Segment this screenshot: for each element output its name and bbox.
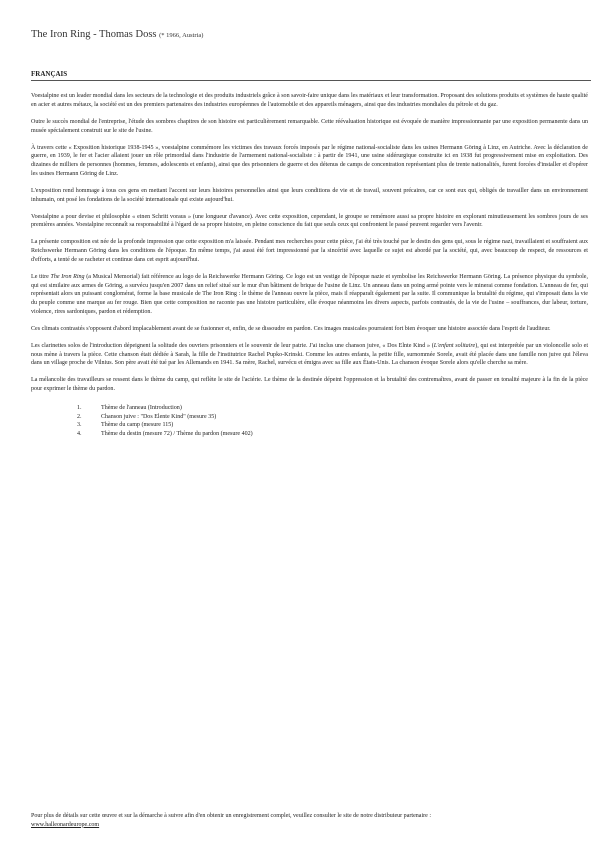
list-item: 3. Thème du camp (mesure 115)	[83, 421, 588, 430]
paragraph-title-italic: The Iron Ring	[50, 273, 85, 280]
footer-text: Pour plus de détails sur cette œuvre et sur la démarche à suivre afin d'en obtenir un enregistrement complet, veuillez consulter le site de notre distributeur partenaire :	[31, 813, 432, 819]
paragraph-clarinets-italic: L'enfant solitaire	[433, 342, 476, 349]
document-title	[31, 29, 203, 40]
paragraph-1: Voestalpine est un leader mondial dans les secteurs de la technologie et des produits industriels grâce à son savoir-faire unique dans les matériaux et leur transformation. Proposant des solutions produits et systèmes de haute qualité en acier et autres métaux, la société est un des premiers partenaires des industries européennes de l'automobile et des appareils ménagers, ainsi que des industries mondiales du pétrole et du gaz.	[31, 93, 588, 108]
paragraph-clarinets	[31, 342, 588, 368]
paragraph-melancholy: La mélancolie des travailleurs se ressent dans le thème du camp, qui reflète le site de l'aciérie. Le thème de la destinée dépeint l'oppression et la brutalité des contremaîtres, avant de passer en tonalité majeure à la fin de la pièce pour exprimer le thème du pardon.	[31, 377, 588, 393]
paragraph-title	[31, 273, 588, 317]
list-item: 4. Thème du destin (mesure 72) / Thème du pardon (mesure 402)	[83, 430, 588, 439]
list-item: 2. Chanson juive : "Dos Elente Kind" (mesure 35)	[83, 413, 588, 422]
section-heading: FRANÇAIS	[31, 70, 68, 78]
title-text: The Iron Ring - Thomas Doss	[31, 29, 157, 40]
paragraph-clarinets-before: Les clarinettes solos de l'introduction dépeignent la solitude des ouvriers prisonniers et le souvenir de leur patrie. J'ai inclus une chanson juive, « Dos Elnte Kind » (	[31, 342, 434, 349]
paragraph-5: Voestalpine a pour devise et philosophie « einen Schritt voraus » (une longueur d'avance). Avec cette exposition, cependant, le groupe se remémore aussi sa propre histoire en explorant minutieusement les sombres jours de ses premières années. Voestalpine reconnaît sa responsabilité à l'égard de sa propre histoire, en pleine conscience du fait que seuls ceux qui confrontent le passé peuvent regarder vers l'avenir.	[31, 213, 588, 229]
paragraph-title-before: Le titre	[31, 273, 51, 280]
title-subtitle: (* 1966, Austria)	[159, 32, 204, 39]
paragraph-clarinets-after: ), qui est interprétée par un violoncelle solo et nous mène à travers la pièce. Cette chanson était dédiée à Sarah, la fille de l'institutrice Rachel Pupko-Krinski. Comme les autres enfants, la petite fille, surnommée Sorele, avait été placée dans une famille non juive qui l'éleva dans un village proche de Vilnius. Son père avait été tué par les Allemands en 1941. Sa mère, Rachel, survécu et émigra avec sa fille aux États-Unis. La chanson évoque Sorele alors qu'elle cherche sa mère.	[31, 342, 588, 367]
section-divider	[31, 80, 591, 81]
document-body	[31, 92, 588, 439]
paragraph-6: La présente composition est née de la profonde impression que cette exposition m'a laissée. Pendant mes recherches pour cette pièce, j'ai été très touché par le destin des gens qui, sous le régime nazi, travaillaient et souffraient aux Reichswerke Hermann Göring dans les conditions de l'époque. En même temps, j'ai aussi été fort impressionné par la sincérité avec laquelle ce sujet est abordé par la société, qui, avec beaucoup de respect, de ressources et d'efforts, a tenté de se racheter et continue dans cet esprit aujourd'hui.	[31, 239, 588, 263]
paragraph-3: À travers cette « Exposition historique 1938-1945 », voestalpine commémore les victimes des travaux forcés imposés par le régime national-socialiste dans les usines Hermann Göring à Linz, en Autriche. Avec la déclaration de guerre, en 1939, le fer et l'acier allaient jouer un rôle primordial dans l'industrie de l'armement national-socialiste : à partir de 1941, une usine sidérurgique construite ici en 1938 fut progressivement mise en exploitation. Des dizaines de milliers de personnes (hommes, femmes, adolescents et enfants), ainsi que des prisonniers de guerre et des détenus de camps de concentration représentant plus de trente nationalités, furent forcées d'installer et d'opérer les usines Hermann Göring de Linz.	[31, 144, 588, 177]
document-page	[31, 0, 588, 864]
paragraph-climates: Ces climats contrastés s'opposent d'abord implacablement avant de se fusionner et, enfin, de se dissoudre en pardon. Ces images musicales pourraient fort bien évoquer une histoire associée dans l'esprit de l'auditeur.	[31, 325, 551, 332]
list-item: 1. Thème de l'anneau (Introduction)	[83, 404, 588, 413]
distributor-link[interactable]: www.halleonardeurope.com	[31, 821, 100, 828]
footer	[31, 812, 588, 829]
paragraph-2: Outre le succès mondial de l'entreprise, l'étude des sombres chapitres de son histoire est particulièrement remarquable. Cette réévaluation historique est évoquée de manière impressionnante par une exposition permanente dans un musée spécialement construit sur le site de l'usine.	[31, 118, 588, 134]
paragraph-title-after: (a Musical Memorial) fait référence au logo de la Reichswerke Hermann Göring. Ce logo est un vestige de l'époque nazie et symbolise les Reichswerke Hermann Göring. La présence physique du symbole, qui est similaire aux armes de Göring, a survécu jusqu'en 2007 dans un relief situé sur le mur d'un bâtiment de brique de l'usine de Linz. Un anneau dans un poing armé pointe vers le minerai comme fondation. L'anneau de fer, qui représentait alors un puissant conglomérat, forme la base musicale de The Iron Ring : le thème de l'anneau ouvre la pièce, mais il réapparaît également par la suite. Il communique la brutalité du régime, qui s'imposait dans la vie du peuple comme une marque au fer rouge. Bien que cette composition ne raconte pas une histoire particulière, elle évoque néanmoins les divers aspects, parfois contrastés, de la vie de l'usine – souffrances, dur labeur, torture, violence, rires sardoniques, pardon et rédemption.	[31, 273, 588, 315]
themes-list	[83, 404, 588, 439]
paragraph-4: L'exposition rend hommage à tous ces gens en mettant l'accent sur leurs histoires personnelles ainsi que leurs conditions de vie et de travail, souvent précaires, car ce sont eux qui, obligés de travailler dans un environnement inhumain, ont posé les fondations de la société internationale qui existe aujourd'hui.	[31, 187, 588, 203]
